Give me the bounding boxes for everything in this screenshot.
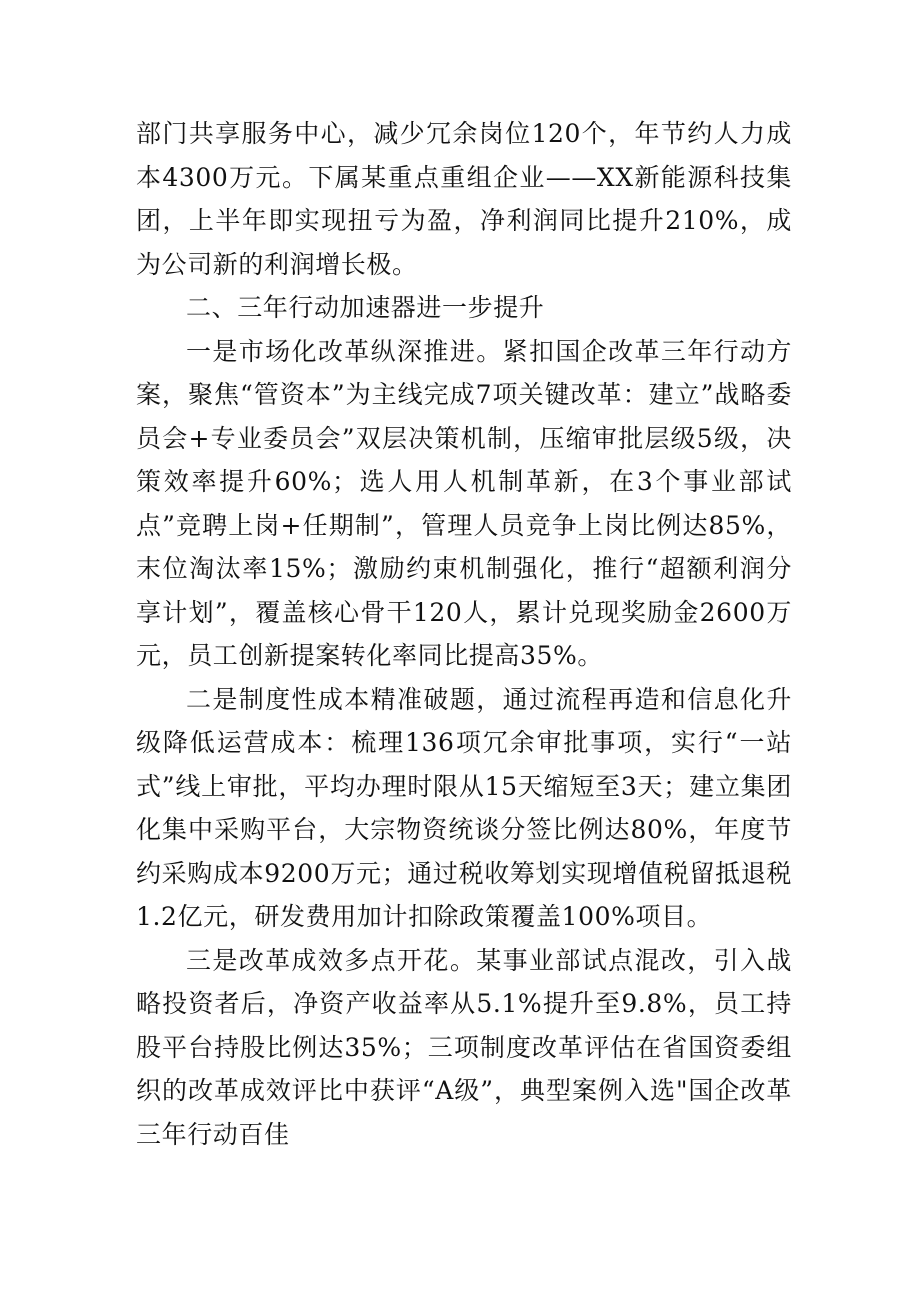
paragraph-reform-results: 三是改革成效多点开花。某事业部试点混改，引入战略投资者后，净资产收益率从5.1%提升至9.8%，员工持股平台持股比例达35%；三项制度改革评估在省国资委组织的改革成效评比中获评“A级”，典型案例入选"国企改革三年行动百佳 — [136, 945, 792, 1149]
paragraph-cost-reduction: 二是制度性成本精准破题，通过流程再造和信息化升级降低运营成本：梳理136项冗余审批事项，实行“一站式”线上审批，平均办理时限从15天缩短至3天；建立集团化集中采购平台，大宗物资统谈分签比例达80%，年度节约采购成本9200万元；通过税收筹划实现增值税留抵退税1.2亿元，研发费用加计扣除政策覆盖100%项目。 — [136, 684, 792, 931]
paragraph-market-reform: 一是市场化改革纵深推进。紧扣国企改革三年行动方案，聚焦“管资本”为主线完成7项关键改革：建立”战略委员会+专业委员会”双层决策机制，压缩审批层级5级，决策效率提升60%；选人用人机制革新，在3个事业部试点”竞聘上岗+任期制”，管理人员竞争上岗比例达85%，末位淘汰率15%；激励约束机制强化，推行“超额利润分享计划”，覆盖核心骨干120人，累计兑现奖励金2600万元，员工创新提案转化率同比提高35%。 — [136, 336, 792, 670]
paragraph-continuation: 部门共享服务中心，减少冗余岗位120个，年节约人力成本4300万元。下属某重点重组企业——XX新能源科技集团，上半年即实现扭亏为盈，净利润同比提升210%，成为公司新的利润增长极。 — [136, 119, 792, 279]
section-heading: 二、三年行动加速器进一步提升 — [186, 293, 545, 322]
document-body — [136, 112, 792, 1156]
